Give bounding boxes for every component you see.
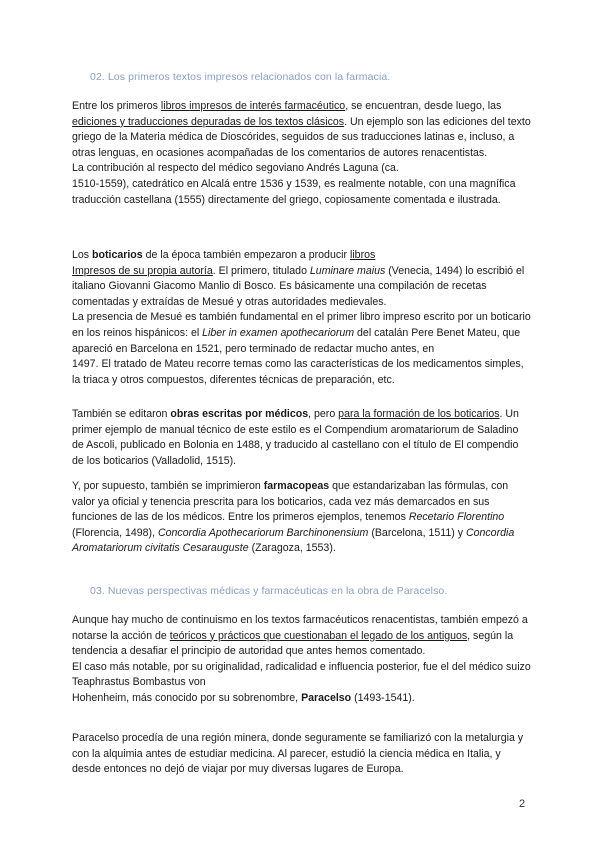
underlined-phrase: libros impresos de interés farmacéutico	[160, 100, 346, 112]
bold-term: farmacopeas	[263, 480, 330, 492]
underlined-phrase: ediciones y traducciones depuradas de los textos clásicos	[72, 115, 345, 128]
bold-term: obras escritas por médicos	[170, 408, 309, 420]
page-number: 2	[519, 798, 526, 810]
paragraph-boticarios: Los boticarios de la época también empezaron a producir libros Impresos de su propia autoría. El primero, titulado Luminare maius (Venecia, 1494) lo escribió el italiano Giovanni Giacomo Manlio di Bosco. Es básicamente una compilación de recetas comentadas y extraídas de Mesué y otras autoridades medievales. La presencia de Mesué es también fundamental en el primer libro impreso escrito por un boticario en los reinos hispánicos: el Liber in examen apothecariorum del catalán Pere Benet Mateu, que apareció en Barcelona en 1521, pero terminado de redactar mucho antes, en 1497. El tratado de Mateu recorre temas como las características de los medicamentos simples, la triaca y otros compuestos, diferentes técnicas de preparación, etc.	[72, 249, 531, 386]
underlined-phrase: Impresos de su propia autoría	[72, 264, 213, 277]
italic-title: Luminare maius	[309, 264, 386, 277]
section-heading-02: 02. Los primeros textos impresos relacionados con la farmacia.	[90, 71, 391, 83]
underlined-phrase: teóricos y prácticos que cuestionaban el legado de los antiguos	[169, 629, 468, 642]
section-heading-03: 03. Nuevas perspectivas médicas y farmacéuticas en la obra de Paracelso.	[90, 585, 448, 597]
underlined-phrase: para la formación de los boticarios	[338, 408, 500, 420]
paragraph-obras-medicos: También se editaron obras escritas por médicos, pero para la formación de los boticarios. Un primer ejemplo de manual técnico de este estilo es el Compendium aromatariorum de Saladino de Ascoli, publicado en Bolonia en 1488, y traducido al castellano con el título de El compendio de los boticarios (Valladolid, 1515).	[72, 408, 519, 467]
paragraph-farmacopeas: Y, por supuesto, también se imprimieron farmacopeas que estandarizaban las fórmulas, con valor ya oficial y tenencia prescrita para los boticarios, cada vez más demarcados en sus funciones de las de los médicos. Entre los primeros ejemplos, tenemos Recetario Florentino (Florencia, 1498), Concordia Apothecariorum Barchinonensium (Barcelona, 1511) y Concordia Aromatariorum civitatis Cesarauguste (Zaragoza, 1553).	[72, 480, 515, 555]
paragraph-paracelso-bio: Paracelso procedía de una región minera, donde seguramente se familiarizó con la metalurgia y con la alquimia antes de estudiar medicina. Al parecer, estudió la ciencia médica en Italia, y desde entonces no dejó de viajar por muy diversas lugares de Europa.	[72, 732, 524, 776]
italic-title: Liber in examen apothecariorum	[202, 326, 355, 339]
bold-term: Paracelso	[301, 691, 352, 704]
bold-term: boticarios	[92, 249, 143, 261]
paragraph-primeros-libros: Entre los primeros libros impresos de interés farmacéutico, se encuentran, desde luego, las ediciones y traducciones depuradas de los textos clásicos. Un ejemplo son las ediciones del texto griego de la Materia médica de Dioscórides, seguidos de sus traducciones latinas e, incluso, a otras lenguas, en ocasiones acompañadas de los comentarios de autores renacentistas. La contribución al respecto del médico segoviano Andrés Laguna (ca. 1510-1559), catedrático en Alcalá entre 1536 y 1539, es realmente notable, con una magnífica traducción castellana (1555) directamente del griego, copiosamente comentada e ilustrada.	[72, 100, 531, 206]
paragraph-paracelso-intro: Aunque hay mucho de continuismo en los textos farmacéuticos renacentistas, también empezó a notarse la acción de teóricos y prácticos que cuestionaban el legado de los antiguos, según la tendencia a desafiar el principio de autoridad que antes hemos comentado. El caso más notable, por su originalidad, radicalidad e influencia posterior, fue el del médico suizo Teaphrastus Bombastus von Hohenheim, más conocido por su sobrenombre, Paracelso (1493-1541).	[72, 614, 531, 704]
